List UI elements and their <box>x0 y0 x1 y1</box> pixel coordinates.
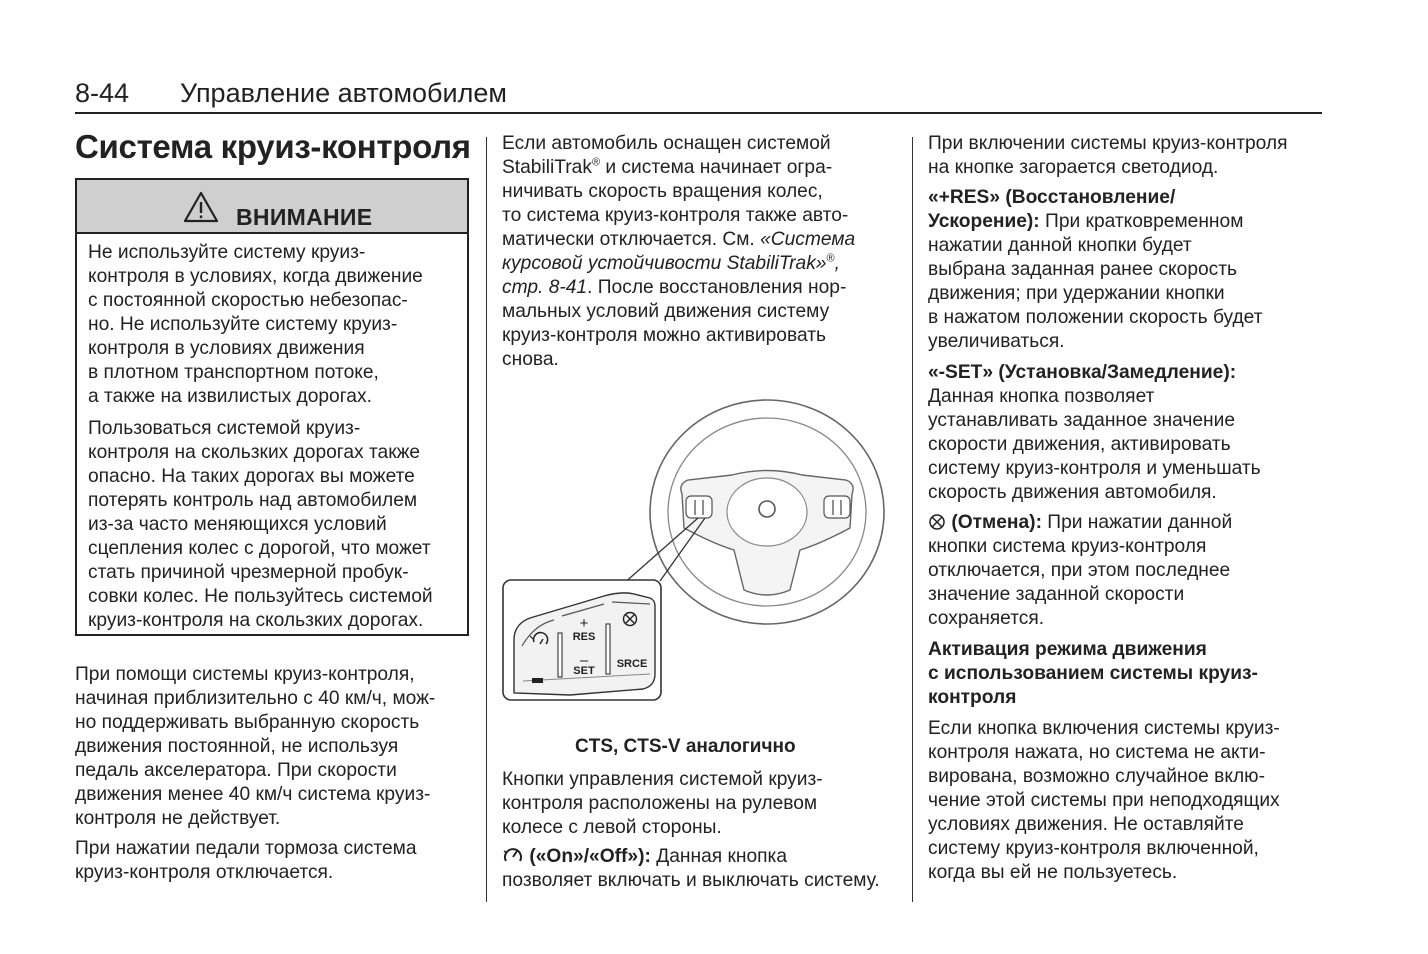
cross-reference-link[interactable]: «Система <box>760 229 856 250</box>
col3-last-paragraph: Если кнопка включения системы круиз- контроля нажата, но система не акти- вирована, возможно случайное вклю- чение этой системы при неподходящих условиях движения. Не оставляйте систему круиз-контроля включенной, когда вы ей не пользуетесь. <box>928 718 1280 883</box>
cruise-onoff-icon <box>502 845 524 865</box>
warning-triangle-icon <box>183 191 219 223</box>
warning-box <box>75 178 469 636</box>
col2-onoff-paragraph: («On»/«Off»): Данная кнопка позволяет включать и выключать систему. <box>502 846 880 891</box>
col2-paragraph-2: Кнопки управления системой круиз- контроля расположены на рулевом колесе с левой стороны. <box>502 769 823 838</box>
col3-paragraph-1: При включении системы круиз-контроля на кнопке загорается светодиод. <box>928 133 1288 178</box>
res-button-description: «+RES» (Восстановление/ Ускорение): При кратковременном нажатии данной кнопки будет выбрана заданная ранее скорость движения; при удержании кнопки в нажатом положении скорость будет увеличиваться. <box>928 187 1263 352</box>
srce-button: SRCE <box>616 658 648 670</box>
figure-caption: CTS, CTS-V аналогично <box>575 736 796 757</box>
warning-paragraph-1: Не используйте систему круиз- контроля в условиях, когда движение с постоянной скоростью небезопас- но. Не используйте систему круиз- контроля в условиях движения в плотном транспортном потоке, а также на извилистых дорогах. <box>88 242 423 407</box>
cancel-icon <box>928 513 946 531</box>
col1-paragraph-1: При помощи системы круиз-контроля, начиная приблизительно с 40 км/ч, мож- но поддерживать выбранную скорость движения постоянной, не используя педаль акселератора. При скорости движения менее 40 км/ч система круиз- контроля не действует. <box>75 664 436 829</box>
header-rule <box>75 112 1322 114</box>
minus-label: – <box>579 652 589 669</box>
subheading: Активация режима движения с использованием системы круиз- контроля <box>928 639 1258 708</box>
plus-label: + <box>579 615 589 632</box>
column-divider-1 <box>486 137 487 902</box>
res-button: RES <box>572 631 596 643</box>
set-button-description: «-SET» (Установка/Замедление): Данная кнопка позволяет устанавливать заданное значение скорости движения, активировать систему круиз-контроля и уменьшать скорость движения автомобиля. <box>928 362 1261 503</box>
warning-header <box>77 180 467 234</box>
steering-wheel <box>650 400 884 624</box>
warning-label: ВНИМАНИЕ <box>236 204 373 230</box>
column-divider-2 <box>912 137 913 902</box>
steering-wheel-figure <box>500 378 900 723</box>
section-title: Система круиз-контроля <box>75 128 471 165</box>
cancel-button-description: (Отмена): При нажатии данной кнопки система круиз-контроля отключается, при этом последнее значение заданной скорости сохраняется. <box>928 512 1233 629</box>
page-reference[interactable]: стр. 8-41 <box>502 277 588 298</box>
cruise-control-panel-closeup <box>503 580 661 700</box>
warning-paragraph-2: Пользоваться системой круиз- контроля на скользких дорогах также опасно. На таких дорогах вы можете потерять контроль над автомобилем из-за часто меняющихся условий сцепления колес с дорогой, что может стать причиной чрезмерной пробук- совки колес. Не пользуйтесь системой круиз-контроля на скользких дорогах. <box>88 418 433 631</box>
col1-paragraph-2: При нажатии педали тормоза система круиз-контроля отключается. <box>75 838 417 883</box>
chapter-title: Управление автомобилем <box>180 78 507 108</box>
set-button: SET <box>573 665 595 677</box>
page-number: 8-44 <box>75 78 130 108</box>
col2-intro-paragraph: Если автомобиль оснащен системой StabiliTrak® и система начинает огра- ничивать скорость вращения колес, то система круиз-контроля также авто- матически отключается. См. «Система курсовой устойчивости StabiliTrak»®, стр. 8-41. После восстановления нор- мальных условий движения систему круиз-контроля можно активировать снова. <box>502 133 856 370</box>
